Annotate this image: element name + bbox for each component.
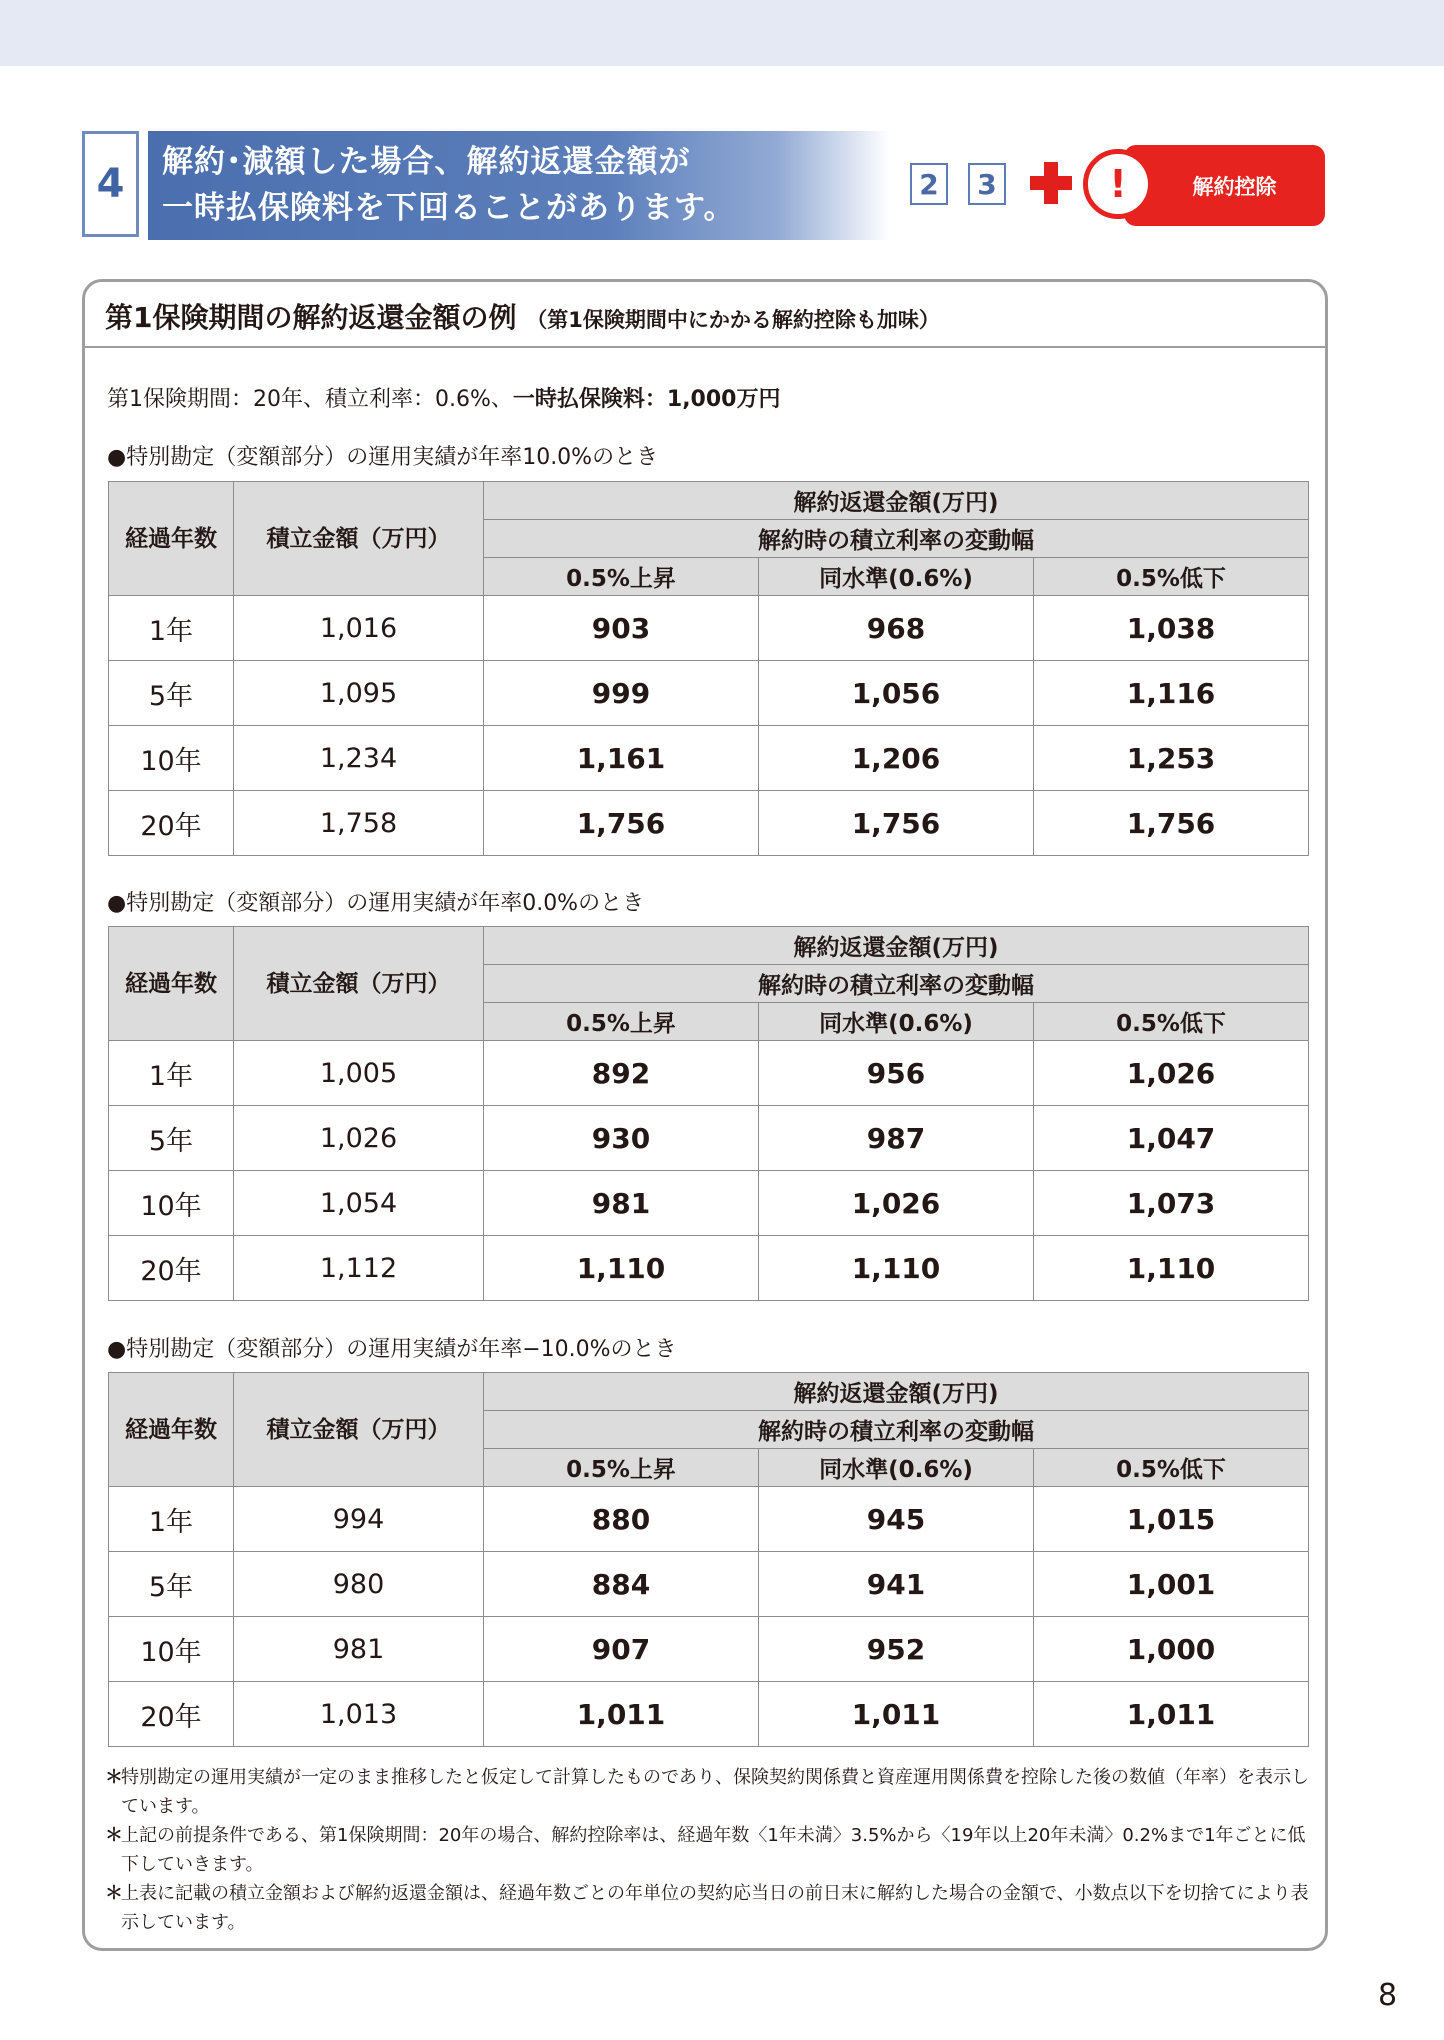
cell-value: 1,038: [1034, 596, 1309, 661]
cell-value: 884: [484, 1552, 759, 1617]
header-change: 解約時の積立利率の変動幅: [484, 965, 1309, 1003]
cell-value: 930: [484, 1106, 759, 1171]
cell-value: 1,253: [1034, 726, 1309, 791]
table-row: [109, 661, 1309, 726]
cell-accum: 1,234: [234, 726, 484, 791]
header-years: 経過年数: [109, 927, 234, 1041]
cell-value: 1,116: [1034, 661, 1309, 726]
table-row: [109, 596, 1309, 661]
footnote: [105, 1763, 1315, 1821]
cell-accum: 981: [234, 1617, 484, 1682]
header-years: 経過年数: [109, 482, 234, 596]
conditions-premium: 一時払保険料：1,000万円: [512, 387, 781, 412]
cell-accum: 1,026: [234, 1106, 484, 1171]
refund-table-2: [108, 926, 1309, 1301]
plus-icon: [1030, 162, 1072, 204]
conditions: [107, 382, 780, 413]
cell-value: 999: [484, 661, 759, 726]
cell-value: 1,206: [759, 726, 1034, 791]
cell-value: 1,161: [484, 726, 759, 791]
cell-accum: 1,005: [234, 1041, 484, 1106]
table-row: [109, 1617, 1309, 1682]
footnote: [105, 1879, 1315, 1937]
cell-value: 1,047: [1034, 1106, 1309, 1171]
warning-badge: [1124, 145, 1325, 226]
cell-value: 1,011: [759, 1682, 1034, 1747]
cell-accum: 1,095: [234, 661, 484, 726]
section-number: 4: [82, 131, 139, 237]
cell-year: 5年: [109, 1552, 234, 1617]
section-1-label: ●特別勘定（変額部分）の運用実績が年率10.0%のとき: [107, 445, 659, 470]
footnote-text: 特別勘定の運用実績が一定のまま推移したと仮定して計算したものであり、保険契約関係費と資産運用関係費を控除した後の数値（年率）を表示しています。: [121, 1767, 1309, 1817]
cell-value: 1,026: [1034, 1041, 1309, 1106]
asterisk-mark: ＊: [105, 1767, 123, 1788]
header-col-same: 同水準(0.6%): [759, 1449, 1034, 1487]
table-row: [109, 791, 1309, 856]
cell-value: 981: [484, 1171, 759, 1236]
cell-value: 945: [759, 1487, 1034, 1552]
cell-accum: 1,054: [234, 1171, 484, 1236]
table-row: [109, 1106, 1309, 1171]
header-col-down: 0.5%低下: [1034, 1003, 1309, 1041]
header-col-up: 0.5%上昇: [484, 1003, 759, 1041]
header-change: 解約時の積立利率の変動幅: [484, 520, 1309, 558]
tag-2: 2: [910, 163, 948, 205]
cell-year: 5年: [109, 1106, 234, 1171]
cell-year: 1年: [109, 1041, 234, 1106]
section-2-label: ●特別勘定（変額部分）の運用実績が年率0.0%のとき: [107, 891, 645, 916]
cell-year: 5年: [109, 661, 234, 726]
cell-value: 1,011: [484, 1682, 759, 1747]
cell-value: 987: [759, 1106, 1034, 1171]
footnotes: [105, 1763, 1315, 1937]
cell-year: 10年: [109, 1617, 234, 1682]
cell-value: 1,756: [1034, 791, 1309, 856]
cell-year: 1年: [109, 1487, 234, 1552]
cell-value: 1,756: [484, 791, 759, 856]
cell-year: 20年: [109, 1682, 234, 1747]
cell-value: 1,011: [1034, 1682, 1309, 1747]
cell-value: 1,110: [484, 1236, 759, 1301]
table-row: [109, 1171, 1309, 1236]
cell-accum: 1,758: [234, 791, 484, 856]
cell-value: 1,073: [1034, 1171, 1309, 1236]
table-row: [109, 726, 1309, 791]
table-row: [109, 1236, 1309, 1301]
cell-value: 956: [759, 1041, 1034, 1106]
table-row: [109, 1487, 1309, 1552]
section-3-label: ●特別勘定（変額部分）の運用実績が年率−10.0%のとき: [107, 1337, 677, 1362]
cell-value: 1,756: [759, 791, 1034, 856]
cell-year: 10年: [109, 726, 234, 791]
header-change: 解約時の積立利率の変動幅: [484, 1411, 1309, 1449]
header-col-same: 同水準(0.6%): [759, 1003, 1034, 1041]
cell-value: 952: [759, 1617, 1034, 1682]
header-accum: 積立金額（万円）: [234, 1373, 484, 1487]
footnote: [105, 1821, 1315, 1879]
top-banner: [0, 0, 1444, 66]
panel-title: [85, 282, 1325, 348]
asterisk-mark: ＊: [105, 1825, 123, 1846]
cell-accum: 994: [234, 1487, 484, 1552]
header-refund: 解約返還金額(万円): [484, 482, 1309, 520]
cell-value: 941: [759, 1552, 1034, 1617]
header-col-down: 0.5%低下: [1034, 1449, 1309, 1487]
cell-year: 1年: [109, 596, 234, 661]
cell-accum: 1,016: [234, 596, 484, 661]
refund-table-3: [108, 1372, 1309, 1747]
cell-value: 1,026: [759, 1171, 1034, 1236]
section-title-line-2: 一時払保険料を下回ることがあります。: [162, 190, 736, 226]
footnote-text: 上記の前提条件である、第1保険期間：20年の場合、解約控除率は、経過年数〈1年未満〉3.5%から〈19年以上20年未満〉0.2%まで1年ごとに低下していきます。: [121, 1825, 1306, 1875]
footnote-text: 上表に記載の積立金額および解約返還金額は、経過年数ごとの年単位の契約応当日の前日末に解約した場合の金額で、小数点以下を切捨てにより表示しています。: [121, 1883, 1309, 1933]
cell-accum: 1,013: [234, 1682, 484, 1747]
table-row: [109, 1552, 1309, 1617]
cell-value: 1,015: [1034, 1487, 1309, 1552]
header-refund: 解約返還金額(万円): [484, 927, 1309, 965]
header-col-up: 0.5%上昇: [484, 1449, 759, 1487]
cell-year: 10年: [109, 1171, 234, 1236]
cell-value: 1,056: [759, 661, 1034, 726]
header-col-up: 0.5%上昇: [484, 558, 759, 596]
cell-year: 20年: [109, 1236, 234, 1301]
header-years: 経過年数: [109, 1373, 234, 1487]
conditions-plain: 第1保険期間：20年、積立利率：0.6%、: [107, 387, 513, 412]
page-number: 8: [1378, 1978, 1398, 2013]
cell-value: 1,001: [1034, 1552, 1309, 1617]
cell-accum: 980: [234, 1552, 484, 1617]
cell-value: 968: [759, 596, 1034, 661]
section-title-line-1: 解約･減額した場合、解約返還金額が: [162, 144, 691, 180]
panel-title-main: 第1保険期間の解約返還金額の例: [105, 301, 517, 334]
header-accum: 積立金額（万円）: [234, 927, 484, 1041]
header-col-same: 同水準(0.6%): [759, 558, 1034, 596]
cell-value: 1,110: [759, 1236, 1034, 1301]
cell-value: 903: [484, 596, 759, 661]
exclamation-icon: !: [1083, 149, 1153, 219]
header-refund: 解約返還金額(万円): [484, 1373, 1309, 1411]
cell-value: 880: [484, 1487, 759, 1552]
header-col-down: 0.5%低下: [1034, 558, 1309, 596]
cell-value: 1,110: [1034, 1236, 1309, 1301]
example-panel: [82, 279, 1328, 1951]
table-row: [109, 1041, 1309, 1106]
cell-value: 907: [484, 1617, 759, 1682]
cell-accum: 1,112: [234, 1236, 484, 1301]
cell-year: 20年: [109, 791, 234, 856]
refund-table-1: [108, 481, 1309, 856]
table-row: [109, 1682, 1309, 1747]
cell-value: 1,000: [1034, 1617, 1309, 1682]
section-title: [148, 131, 890, 240]
asterisk-mark: ＊: [105, 1883, 123, 1904]
warning-label: 解約控除: [1192, 174, 1277, 199]
tag-3: 3: [968, 163, 1006, 205]
panel-title-sub: （第1保険期間中にかかる解約控除も加味）: [526, 308, 940, 332]
header-accum: 積立金額（万円）: [234, 482, 484, 596]
cell-value: 892: [484, 1041, 759, 1106]
